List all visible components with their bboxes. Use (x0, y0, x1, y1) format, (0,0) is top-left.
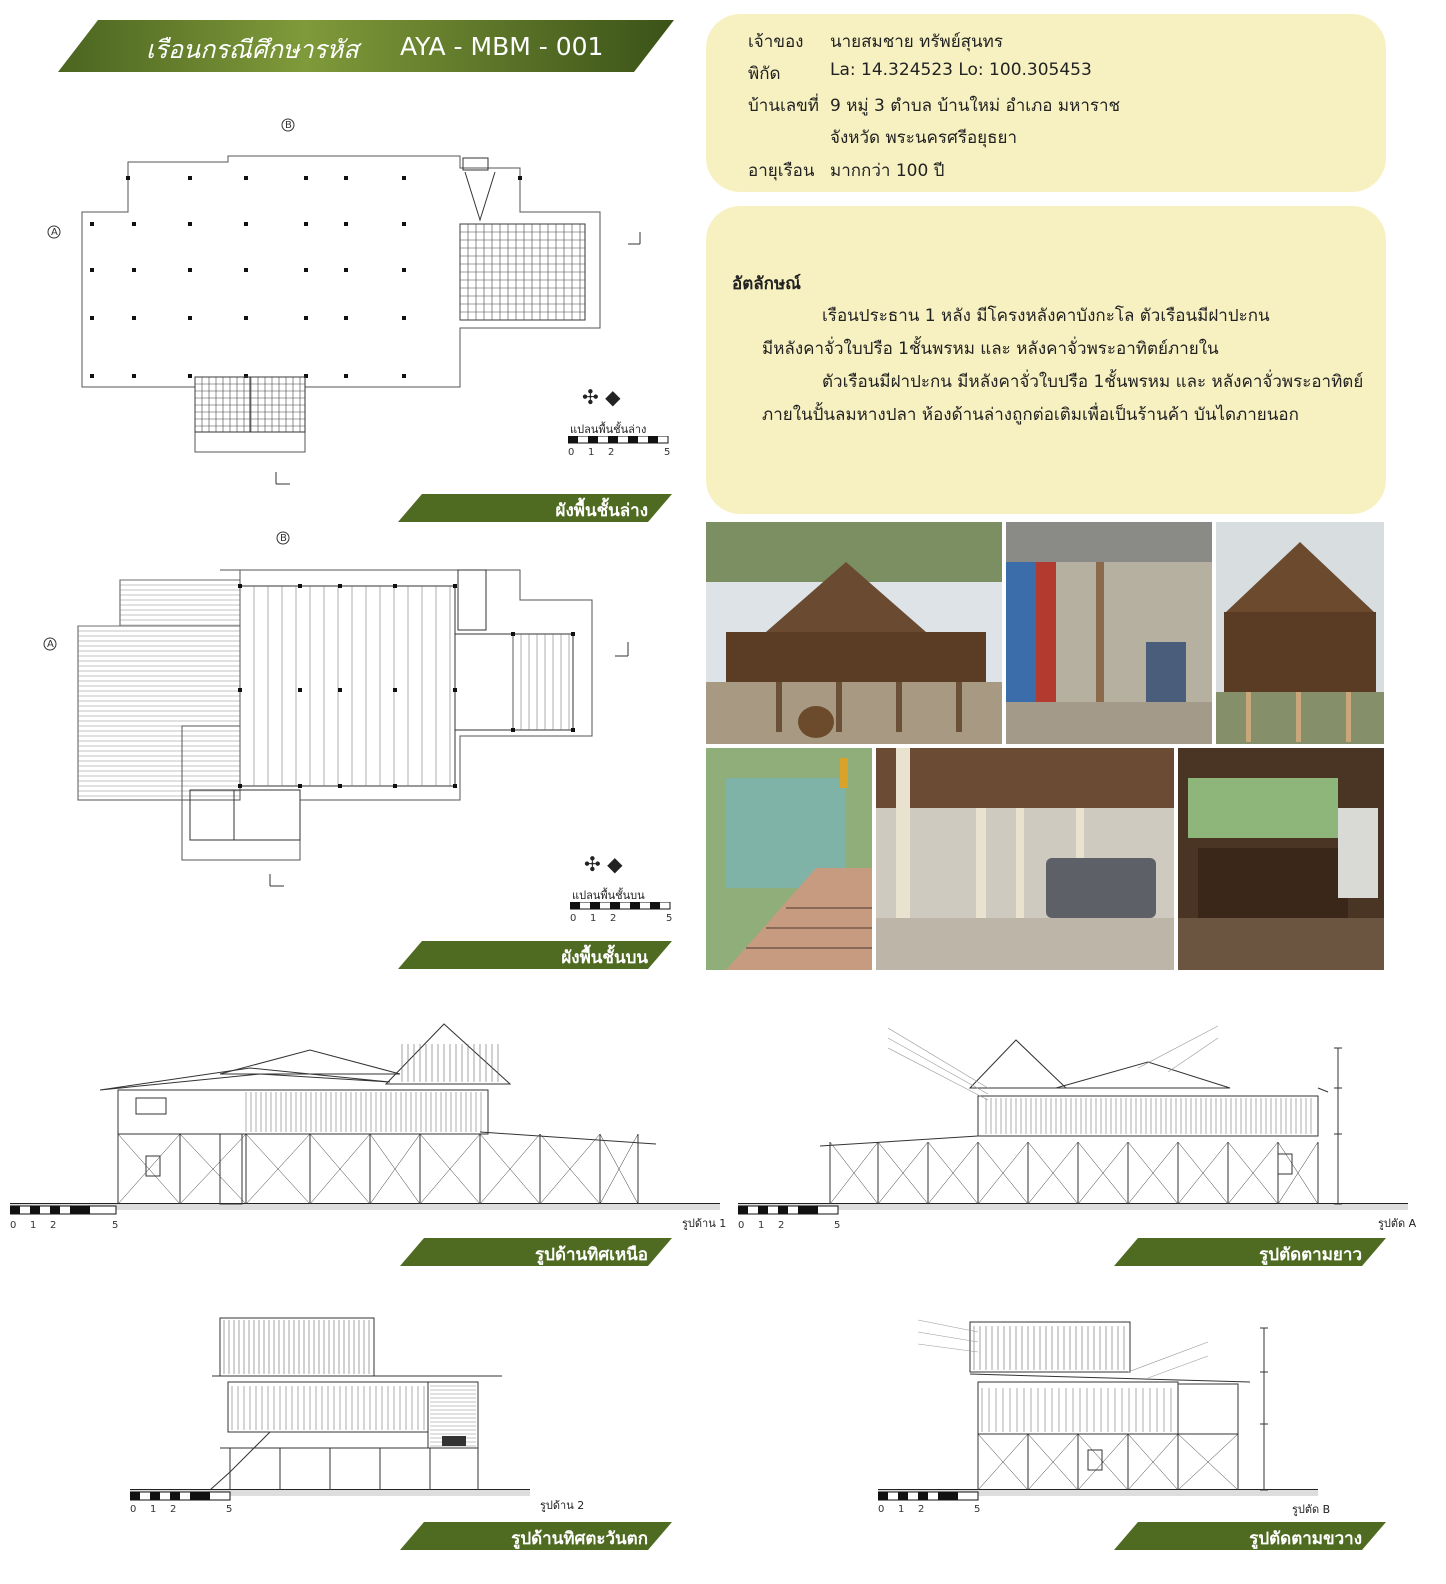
features-line-3: ตัวเรือนมีฝาปะกน มีหลังคาจั่วใบปรือ 1ชั้นพรหม และ หลังคาจั่วพระอาทิตย์ (822, 372, 1364, 392)
column-mark (132, 316, 136, 320)
column-mark (298, 584, 302, 588)
upper-plan-banner (398, 941, 672, 969)
column-mark (511, 632, 515, 636)
upper-scale-tick-5: 5 (666, 913, 673, 924)
owner-value: นายสมชาย ทรัพย์สุนทร (830, 32, 1003, 52)
west-elevation-caption: รูปด้าน 2 (540, 1499, 585, 1512)
cross-section-banner (1114, 1522, 1386, 1550)
address-label: บ้านเลขที่ (748, 96, 820, 116)
west-scale-5: 5 (226, 1504, 233, 1515)
column-mark (132, 374, 136, 378)
column-mark (238, 784, 242, 788)
column-mark (244, 176, 248, 180)
ground-north-arrow: ✣ ◆ (582, 385, 621, 409)
title-banner (58, 20, 674, 72)
upper-scale-tick-1: 1 (590, 913, 597, 924)
longitudinal-section-banner-text: รูปตัดตามยาว (1259, 1245, 1362, 1265)
west-scale-0: 0 (130, 1504, 137, 1515)
column-mark (571, 632, 575, 636)
features-line-1: เรือนประธาน 1 หลัง มีโครงหลังคาบังกะโล ตัวเรือนมีฝาปะกน (822, 306, 1270, 326)
cross-scale-0: 0 (878, 1504, 885, 1515)
column-mark (402, 222, 406, 226)
photo-exterior-stairs (706, 748, 872, 970)
cross-scale-1: 1 (898, 1504, 905, 1515)
photo-house-front (706, 522, 1002, 744)
column-mark (338, 584, 342, 588)
upper-plan-banner-text: ผังพื้นชั้นบน (561, 948, 648, 968)
scale-tick-5: 5 (664, 447, 671, 458)
coord-label: พิกัด (748, 64, 781, 84)
column-mark (238, 688, 242, 692)
cross-section-caption: รูปตัด B (1292, 1503, 1331, 1516)
owner-label: เจ้าของ (748, 32, 804, 52)
column-mark (188, 374, 192, 378)
photo-upper-interior (1178, 748, 1384, 970)
column-mark (304, 268, 308, 272)
column-mark (90, 316, 94, 320)
column-mark (90, 374, 94, 378)
owner-info-box (706, 14, 1386, 192)
cross-section-banner-text: รูปตัดตามขวาง (1249, 1529, 1362, 1549)
long-scale-1: 1 (758, 1220, 765, 1231)
column-mark (453, 584, 457, 588)
coord-value: La: 14.324523 Lo: 100.305453 (830, 60, 1092, 80)
column-mark (132, 268, 136, 272)
column-mark (188, 176, 192, 180)
upper-floor-plan (40, 530, 680, 890)
column-mark (453, 688, 457, 692)
west-elevation-banner-text: รูปด้านทิศตะวันตก (511, 1529, 648, 1549)
long-scale-2: 2 (778, 1220, 785, 1231)
column-mark (132, 222, 136, 226)
upper-scale-bar (570, 902, 674, 926)
north-scale-2: 2 (50, 1220, 57, 1231)
scale-tick-1: 1 (588, 447, 595, 458)
west-elevation-drawing (130, 1312, 610, 1532)
features-title: อัตลักษณ์ (732, 274, 801, 294)
ground-marker-a: A (51, 227, 58, 238)
cross-scale-5: 5 (974, 1504, 981, 1515)
long-scale-5: 5 (834, 1220, 841, 1231)
column-mark (90, 268, 94, 272)
column-mark (344, 374, 348, 378)
column-mark (511, 728, 515, 732)
north-elevation-drawing (10, 1018, 730, 1238)
upper-marker-b: B (280, 533, 287, 544)
north-scale-5: 5 (112, 1220, 119, 1231)
upper-scale-tick-0: 0 (570, 913, 577, 924)
upper-marker-a: A (47, 639, 54, 650)
ground-plan-banner (398, 494, 672, 522)
column-mark (402, 268, 406, 272)
column-mark (344, 316, 348, 320)
column-mark (338, 688, 342, 692)
column-mark (298, 688, 302, 692)
column-mark (304, 222, 308, 226)
upper-plan-caption: แปลนพื้นชั้นบน (572, 889, 645, 902)
column-mark (344, 268, 348, 272)
cross-scale-2: 2 (918, 1504, 925, 1515)
column-mark (244, 222, 248, 226)
west-scale-1: 1 (150, 1504, 157, 1515)
address-value-2: จังหวัด พระนครศรีอยุธยา (830, 128, 1018, 148)
features-box (706, 206, 1386, 514)
longitudinal-section-caption: รูปตัด A (1378, 1217, 1417, 1230)
north-elevation-banner (400, 1238, 672, 1266)
photo-under-house (876, 748, 1174, 970)
scale-tick-2: 2 (608, 447, 615, 458)
north-elevation-caption: รูปด้าน 1 (682, 1217, 727, 1230)
title-thai: เรือนกรณีศึกษารหัส (146, 35, 359, 64)
column-mark (188, 222, 192, 226)
column-mark (188, 268, 192, 272)
column-mark (188, 316, 192, 320)
ground-plan-banner-text: ผังพื้นชั้นล่าง (555, 501, 648, 521)
column-mark (393, 784, 397, 788)
features-line-4: ภายในปั้นลมหางปลา ห้องด้านล่างถูกต่อเติมเพื่อเป็นร้านค้า บันไดภายนอก (762, 405, 1299, 425)
column-mark (90, 222, 94, 226)
column-mark (338, 784, 342, 788)
north-scale-1: 1 (30, 1220, 37, 1231)
north-scale-0: 0 (10, 1220, 17, 1231)
column-mark (298, 784, 302, 788)
upper-north-arrow: ✣ ◆ (584, 852, 623, 876)
west-elevation-banner (400, 1522, 672, 1550)
photo-house-gable (1216, 522, 1384, 744)
features-line-2: มีหลังคาจั่วใบปรือ 1ชั้นพรหม และ หลังคาจั่วพระอาทิตย์ภายใน (762, 339, 1219, 359)
address-value-1: 9 หมู่ 3 ตำบล บ้านใหม่ อำเภอ มหาราช (830, 96, 1121, 116)
column-mark (344, 222, 348, 226)
scale-tick-0: 0 (568, 447, 575, 458)
north-elevation-banner-text: รูปด้านทิศเหนือ (535, 1245, 648, 1265)
upper-scale-tick-2: 2 (610, 913, 617, 924)
title-code: AYA - MBM - 001 (400, 32, 604, 61)
column-mark (518, 176, 522, 180)
column-mark (244, 268, 248, 272)
column-mark (402, 316, 406, 320)
column-mark (571, 728, 575, 732)
column-mark (126, 176, 130, 180)
west-scale-2: 2 (170, 1504, 177, 1515)
column-mark (304, 176, 308, 180)
column-mark (402, 374, 406, 378)
column-mark (393, 688, 397, 692)
long-scale-0: 0 (738, 1220, 745, 1231)
cross-section-drawing (878, 1312, 1428, 1532)
ground-plan-caption: แปลนพื้นชั้นล่าง (570, 423, 647, 436)
photo-shop-interior (1006, 522, 1212, 744)
column-mark (453, 784, 457, 788)
longitudinal-section-banner (1114, 1238, 1386, 1266)
longitudinal-section-drawing (738, 1018, 1428, 1238)
ground-scale-bar (568, 436, 672, 460)
ground-marker-b: B (285, 120, 292, 131)
column-mark (244, 316, 248, 320)
column-mark (393, 584, 397, 588)
column-mark (344, 176, 348, 180)
column-mark (402, 176, 406, 180)
column-mark (238, 584, 242, 588)
age-value: มากกว่า 100 ปี (830, 161, 945, 181)
age-label: อายุเรือน (748, 161, 815, 181)
column-mark (304, 316, 308, 320)
